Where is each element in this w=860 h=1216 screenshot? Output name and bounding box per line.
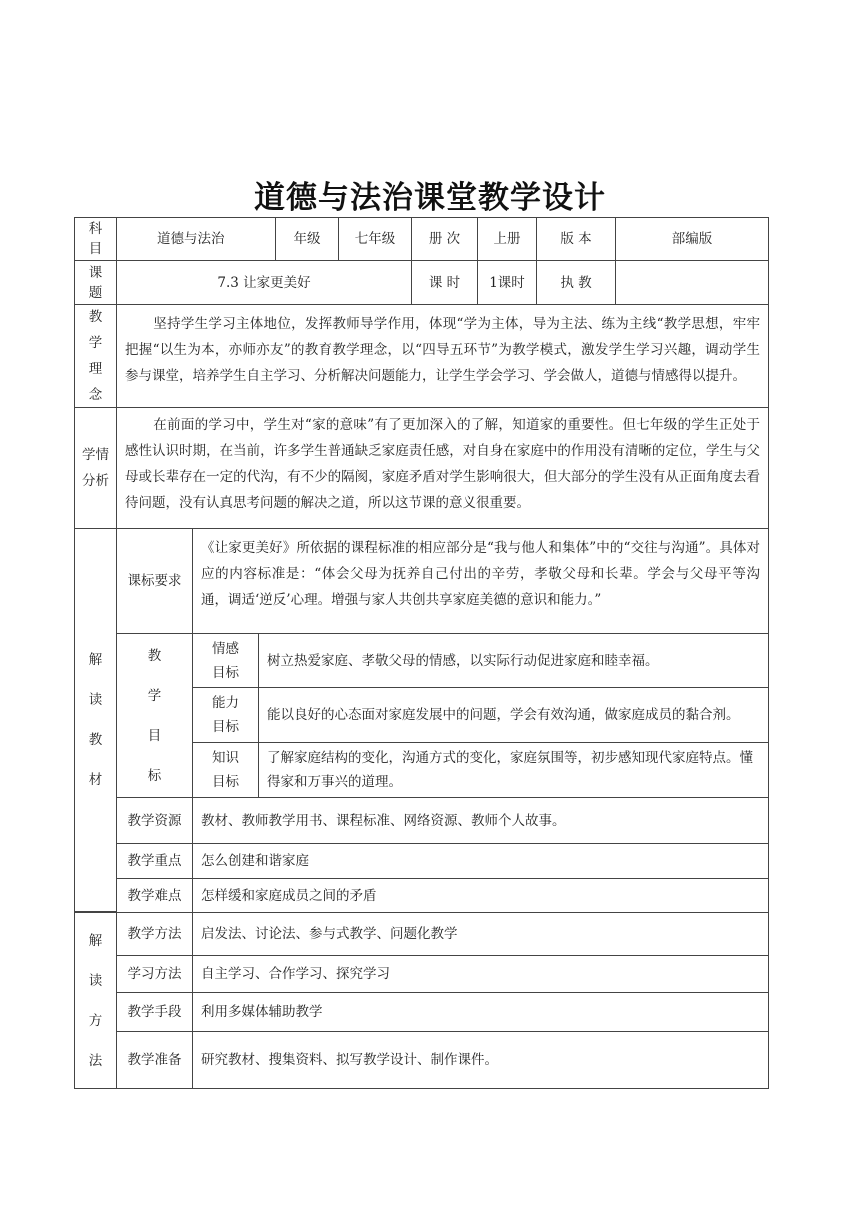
subject-label: 科 目 [74,217,117,261]
edition-value: 部编版 [615,217,769,261]
volume-label: 册 次 [411,217,478,261]
goal-ability-label: 能力 目标 [192,687,259,743]
teaching-prep-label: 教学准备 [116,1031,193,1089]
goals-label: 教 学 目 标 [116,633,193,798]
teaching-method-text: 启发法、讨论法、参与式教学、问题化教学 [192,912,769,956]
resources-label: 教学资源 [116,797,193,844]
goal-ability-text: 能以良好的心态面对家庭发展中的问题，学会有效沟通，做家庭成员的黏合剂。 [258,687,769,743]
teacher-label: 执 教 [536,260,616,305]
difficulty-text: 怎样缓和家庭成员之间的矛盾 [192,878,769,913]
goal-knowledge-label: 知识 目标 [192,742,259,798]
difficulty-label: 教学难点 [116,878,193,913]
philosophy-label-text: 教 学 理 念 [88,309,103,403]
topic-label: 课 题 [74,260,117,305]
topic-value: 7.3 让家更美好 [116,260,412,305]
teacher-value [615,260,769,305]
goal-emotion-label: 情感 目标 [192,633,259,688]
analysis-text-cell [116,407,769,529]
philosophy-text: 坚持学生学习主体地位，发挥教师导学作用，体现“学为主体，导为主法、练为主线“教学思想，牢牢把握“以生为本，亦师亦友”的教育教学理念，以“四导五环节”为教学模式，激发学生学习兴趣，调动学生参与课堂，培养学生自主学习、分析解决问题能力，让学生学会学习、学会做人，道德与情感得以提升。 [125,316,760,384]
grade-label: 年级 [275,217,339,261]
standard-label: 课标要求 [116,528,193,634]
learning-method-text: 自主学习、合作学习、探究学习 [192,955,769,993]
edition-label: 版 本 [536,217,616,261]
material-label: 解 读 教 材 [74,528,117,912]
grade-value: 七年级 [338,217,412,261]
page-title: 道德与法治课堂教学设计 [254,180,606,216]
teaching-means-label: 教学手段 [116,992,193,1032]
teaching-means-text: 利用多媒体辅助教学 [192,992,769,1032]
focus-text: 怎么创建和谐家庭 [192,843,769,879]
goal-knowledge-text: 了解家庭结构的变化，沟通方式的变化，家庭氛围等，初步感知现代家庭特点。懂得家和万事兴的道理。 [258,742,769,798]
method-label: 解 读 方 法 [74,912,117,1089]
focus-label: 教学重点 [116,843,193,879]
learning-method-label: 学习方法 [116,955,193,993]
analysis-text: 在前面的学习中，学生对“家的意味”有了更加深入的了解，知道家的重要性。但七年级的学生正处于感性认识时期，在当前，许多学生普通缺乏家庭责任感，对自身在家庭中的作用没有清晰的定位，学生与父母或长辈存在一定的代沟，有不少的隔阂，家庭矛盾对学生影响很大，但大部分的学生没有从正面角度去看待问题，没有认真思考问题的解决之道，所以这节课的意义很重要。 [125,417,760,511]
volume-value: 上册 [477,217,537,261]
analysis-label: 学情 分析 [74,407,117,529]
resources-text: 教材、教师教学用书、课程标准、网络资源、教师个人故事。 [192,797,769,844]
teaching-prep-text: 研究教材、搜集资料、拟写教学设计、制作课件。 [192,1031,769,1089]
goal-emotion-text: 树立热爱家庭、孝敬父母的情感，以实际行动促进家庭和睦幸福。 [258,633,769,688]
philosophy-label [74,304,117,408]
hours-label: 课 时 [411,260,478,305]
hours-value: 1课时 [477,260,537,305]
subject-value: 道德与法治 [116,217,276,261]
philosophy-text-cell [116,304,769,408]
standard-text: 《让家更美好》所依据的课程标准的相应部分是“我与他人和集体”中的“交往与沟通”。具体对应的内容标准是：“体会父母为抚养自己付出的辛劳，孝敬父母和长辈。学会与父母平等沟通，调适‘逆反’心理。增强与家人共创共享家庭美德的意识和能力。” [192,528,769,634]
teaching-method-label: 教学方法 [116,912,193,956]
